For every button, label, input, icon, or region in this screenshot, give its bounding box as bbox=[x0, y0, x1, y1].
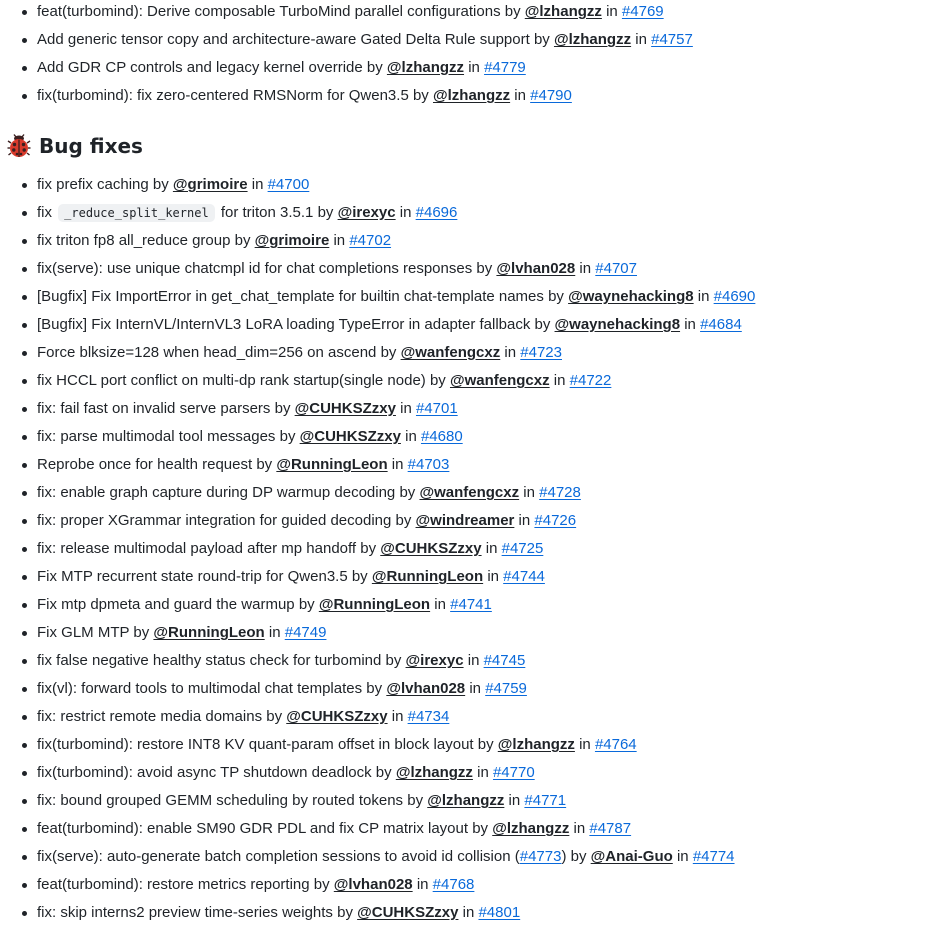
item-text: Fix mtp dpmeta and guard the warmup bbox=[37, 596, 295, 613]
list-item: fix: restrict remote media domains by @CUHKSZzxy in #4734 bbox=[37, 707, 449, 735]
author-link[interactable]: @lzhangzz bbox=[497, 736, 575, 753]
pr-link[interactable]: #4707 bbox=[595, 260, 637, 277]
author-link[interactable]: @RunningLeon bbox=[371, 568, 484, 585]
pr-link[interactable]: #4771 bbox=[524, 792, 567, 809]
author-link[interactable]: @lzhangzz bbox=[427, 792, 505, 809]
list-item: fix: skip interns2 preview time-series weights by @CUHKSZzxy in #4801 bbox=[37, 903, 520, 931]
item-text: feat(turbomind): enable SM90 GDR PDL and fix CP matrix layout bbox=[37, 820, 469, 837]
pr-link[interactable]: #4734 bbox=[407, 708, 450, 725]
author-link[interactable]: @lvhan028 bbox=[333, 876, 413, 893]
author-link[interactable]: @CUHKSZzxy bbox=[299, 428, 401, 445]
pr-link[interactable]: #4728 bbox=[539, 484, 581, 501]
list-item: fix: enable graph capture during DP warmup decoding by @wanfengcxz in #4728 bbox=[37, 483, 581, 511]
author-link[interactable]: @CUHKSZzxy bbox=[286, 708, 388, 725]
list-item: fix _reduce_split_kernel for triton 3.5.1 by @irexyc in #4696 bbox=[37, 203, 457, 231]
pr-link[interactable]: #4725 bbox=[501, 540, 544, 557]
list-item: fix(turbomind): fix zero-centered RMSNorm for Qwen3.5 by @lzhangzz in #4790 bbox=[37, 86, 572, 114]
item-text: [Bugfix] Fix InternVL/InternVL3 LoRA loading TypeError in adapter fallback bbox=[37, 316, 531, 333]
author-link[interactable]: @lzhangzz bbox=[524, 3, 602, 20]
pr-link[interactable]: #4696 bbox=[415, 204, 458, 221]
author-link[interactable]: @irexyc bbox=[337, 204, 396, 221]
author-link[interactable]: @irexyc bbox=[405, 652, 464, 669]
item-text: fix(serve): use unique chatcmpl id for chat completions responses bbox=[37, 260, 473, 277]
pr-link[interactable]: #4722 bbox=[569, 372, 612, 389]
item-text: feat(turbomind): Derive composable TurboMind parallel configurations bbox=[37, 3, 501, 20]
bug-fixes-heading bbox=[7, 132, 143, 160]
author-link[interactable]: @RunningLeon bbox=[153, 624, 265, 641]
author-link[interactable]: @RunningLeon bbox=[318, 596, 431, 613]
author-link[interactable]: @wanfengcxz bbox=[449, 372, 550, 389]
item-text: fix: bound grouped GEMM scheduling by routed tokens bbox=[37, 792, 404, 809]
list-item: fix triton fp8 all_reduce group by @grimoire in #4702 bbox=[37, 231, 391, 259]
author-link[interactable]: @lzhangzz bbox=[432, 87, 511, 104]
item-text: fix: fail fast on invalid serve parsers bbox=[37, 400, 271, 417]
pr-link[interactable]: #4790 bbox=[530, 87, 572, 104]
author-link[interactable]: @windreamer bbox=[415, 512, 515, 529]
list-item: fix(serve): use unique chatcmpl id for chat completions responses by @lvhan028 in #4707 bbox=[37, 259, 637, 287]
list-item: feat(turbomind): Derive composable TurboMind parallel configurations by @lzhangzz in #4769 bbox=[37, 2, 664, 30]
pr-link[interactable]: #4741 bbox=[450, 596, 492, 613]
item-text: for triton 3.5.1 bbox=[220, 204, 314, 221]
pr-link[interactable]: #4757 bbox=[651, 31, 693, 48]
pr-link[interactable]: #4701 bbox=[415, 400, 458, 417]
item-text: Reprobe once for health request bbox=[37, 456, 253, 473]
item-text: fix prefix caching bbox=[37, 176, 149, 193]
list-item: fix(turbomind): avoid async TP shutdown deadlock by @lzhangzz in #4770 bbox=[37, 763, 535, 791]
item-text: fix: proper XGrammar integration for guided decoding bbox=[37, 512, 392, 529]
item-text: fix(turbomind): restore INT8 KV quant-param offset in block layout bbox=[37, 736, 474, 753]
pr-link[interactable]: #4768 bbox=[432, 876, 475, 893]
list-item: feat(turbomind): restore metrics reporting by @lvhan028 in #4768 bbox=[37, 875, 474, 903]
item-text: feat(turbomind): restore metrics reporting bbox=[37, 876, 310, 893]
issue-ref-link[interactable]: #4773 bbox=[519, 848, 562, 865]
list-item: Fix MTP recurrent state round-trip for Qwen3.5 by @RunningLeon in #4744 bbox=[37, 567, 545, 595]
list-item: [Bugfix] Fix ImportError in get_chat_template for builtin chat-template names by @waynehacking8 in #4690 bbox=[37, 287, 755, 315]
list-item: fix false negative healthy status check for turbomind by @irexyc in #4745 bbox=[37, 651, 525, 679]
pr-link[interactable]: #4801 bbox=[478, 904, 521, 921]
pr-link[interactable]: #4680 bbox=[420, 428, 463, 445]
author-link[interactable]: @wanfengcxz bbox=[419, 484, 520, 501]
item-text: fix false negative healthy status check for turbomind bbox=[37, 652, 382, 669]
author-link[interactable]: @CUHKSZzxy bbox=[294, 400, 396, 417]
pr-link[interactable]: #4702 bbox=[349, 232, 392, 249]
list-item: Add generic tensor copy and architecture-aware Gated Delta Rule support by @lzhangzz in #4757 bbox=[37, 30, 693, 58]
pr-link[interactable]: #4769 bbox=[621, 3, 664, 20]
author-link[interactable]: @lvhan028 bbox=[386, 680, 466, 697]
author-link[interactable]: @lzhangzz bbox=[492, 820, 570, 837]
pr-link[interactable]: #4759 bbox=[485, 680, 527, 697]
item-text: fix(turbomind): avoid async TP shutdown deadlock bbox=[37, 764, 372, 781]
pr-link[interactable]: #4774 bbox=[692, 848, 735, 865]
pr-link[interactable]: #4700 bbox=[267, 176, 310, 193]
list-item: fix(serve): auto-generate batch completion sessions to avoid id collision (#4773) by @Anai-Guo in #4774 bbox=[37, 847, 735, 875]
list-item: fix: proper XGrammar integration for guided decoding by @windreamer in #4726 bbox=[37, 511, 576, 539]
item-text: fix(turbomind): fix zero-centered RMSNorm for Qwen3.5 bbox=[37, 87, 409, 104]
pr-link[interactable]: #4690 bbox=[713, 288, 756, 305]
list-item: fix: bound grouped GEMM scheduling by routed tokens by @lzhangzz in #4771 bbox=[37, 791, 566, 819]
pr-link[interactable]: #4779 bbox=[484, 59, 526, 76]
list-item: Reprobe once for health request by @RunningLeon in #4703 bbox=[37, 455, 449, 483]
list-item: Force blksize=128 when head_dim=256 on ascend by @wanfengcxz in #4723 bbox=[37, 343, 562, 371]
author-link[interactable]: @grimoire bbox=[254, 232, 330, 249]
pr-link[interactable]: #4684 bbox=[700, 316, 742, 333]
author-link[interactable]: @wanfengcxz bbox=[400, 344, 501, 361]
item-text: [Bugfix] Fix ImportError in get_chat_template for builtin chat-template names bbox=[37, 288, 544, 305]
author-link[interactable]: @lvhan028 bbox=[496, 260, 576, 277]
item-text: fix: enable graph capture during DP warmup decoding bbox=[37, 484, 396, 501]
item-text: fix: parse multimodal tool messages bbox=[37, 428, 276, 445]
item-text: fix(vl): forward tools to multimodal chat templates bbox=[37, 680, 363, 697]
pr-link[interactable]: #4749 bbox=[284, 624, 327, 641]
item-text: fix(serve): auto-generate batch completion sessions to avoid id collision bbox=[37, 848, 511, 865]
list-item: fix HCCL port conflict on multi-dp rank startup(single node) by @wanfengcxz in #4722 bbox=[37, 371, 611, 399]
item-text: Add generic tensor copy and architecture-aware Gated Delta Rule support bbox=[37, 31, 530, 48]
item-text: fix HCCL port conflict on multi-dp rank startup(single node) bbox=[37, 372, 426, 389]
pr-link[interactable]: #4723 bbox=[520, 344, 562, 361]
pr-link[interactable]: #4744 bbox=[503, 568, 545, 585]
author-link[interactable]: @CUHKSZzxy bbox=[357, 904, 459, 921]
list-item: feat(turbomind): enable SM90 GDR PDL and fix CP matrix layout by @lzhangzz in #4787 bbox=[37, 819, 631, 847]
list-item: fix: fail fast on invalid serve parsers by @CUHKSZzxy in #4701 bbox=[37, 399, 458, 427]
list-item: fix prefix caching by @grimoire in #4700 bbox=[37, 175, 309, 203]
author-link[interactable]: @lzhangzz bbox=[553, 31, 632, 48]
pr-link[interactable]: #4745 bbox=[483, 652, 526, 669]
item-text: fix: skip interns2 preview time-series weights bbox=[37, 904, 333, 921]
pr-link[interactable]: #4787 bbox=[589, 820, 632, 837]
item-text: fix bbox=[37, 204, 52, 221]
item-text: Force blksize=128 when head_dim=256 on ascend bbox=[37, 344, 377, 361]
item-text: Add GDR CP controls and legacy kernel override bbox=[37, 59, 363, 76]
author-link[interactable]: @CUHKSZzxy bbox=[380, 540, 482, 557]
list-item: fix: parse multimodal tool messages by @CUHKSZzxy in #4680 bbox=[37, 427, 463, 455]
item-text: Fix GLM MTP bbox=[37, 624, 130, 641]
item-text: fix: release multimodal payload after mp handoff bbox=[37, 540, 357, 557]
list-item: fix: release multimodal payload after mp handoff by @CUHKSZzxy in #4725 bbox=[37, 539, 543, 567]
list-item: fix(turbomind): restore INT8 KV quant-param offset in block layout by @lzhangzz in #4764 bbox=[37, 735, 637, 763]
list-item: Add GDR CP controls and legacy kernel override by @lzhangzz in #4779 bbox=[37, 58, 526, 86]
item-text: Fix MTP recurrent state round-trip for Qwen3.5 bbox=[37, 568, 348, 585]
author-link[interactable]: @waynehacking8 bbox=[554, 316, 681, 333]
item-text: fix: restrict remote media domains bbox=[37, 708, 263, 725]
item-text: fix triton fp8 all_reduce group bbox=[37, 232, 231, 249]
section-title: Bug fixes bbox=[39, 134, 143, 158]
list-item: Fix GLM MTP by @RunningLeon in #4749 bbox=[37, 623, 326, 651]
list-item: fix(vl): forward tools to multimodal chat templates by @lvhan028 in #4759 bbox=[37, 679, 527, 707]
lady-beetle-icon bbox=[7, 134, 31, 158]
author-link[interactable]: @RunningLeon bbox=[276, 456, 388, 473]
author-link[interactable]: @lzhangzz bbox=[395, 764, 473, 781]
author-link[interactable]: @Anai-Guo bbox=[590, 848, 673, 865]
pr-link[interactable]: #4770 bbox=[492, 764, 535, 781]
pr-link[interactable]: #4764 bbox=[594, 736, 637, 753]
pr-link[interactable]: #4703 bbox=[407, 456, 450, 473]
list-item: Fix mtp dpmeta and guard the warmup by @RunningLeon in #4741 bbox=[37, 595, 492, 623]
author-link[interactable]: @waynehacking8 bbox=[568, 288, 694, 305]
author-link[interactable]: @lzhangzz bbox=[386, 59, 465, 76]
pr-link[interactable]: #4726 bbox=[534, 512, 577, 529]
author-link[interactable]: @grimoire bbox=[172, 176, 248, 193]
inline-code: _reduce_split_kernel bbox=[58, 204, 215, 222]
list-item: [Bugfix] Fix InternVL/InternVL3 LoRA loading TypeError in adapter fallback by @waynehacking8 in #4684 bbox=[37, 315, 742, 343]
